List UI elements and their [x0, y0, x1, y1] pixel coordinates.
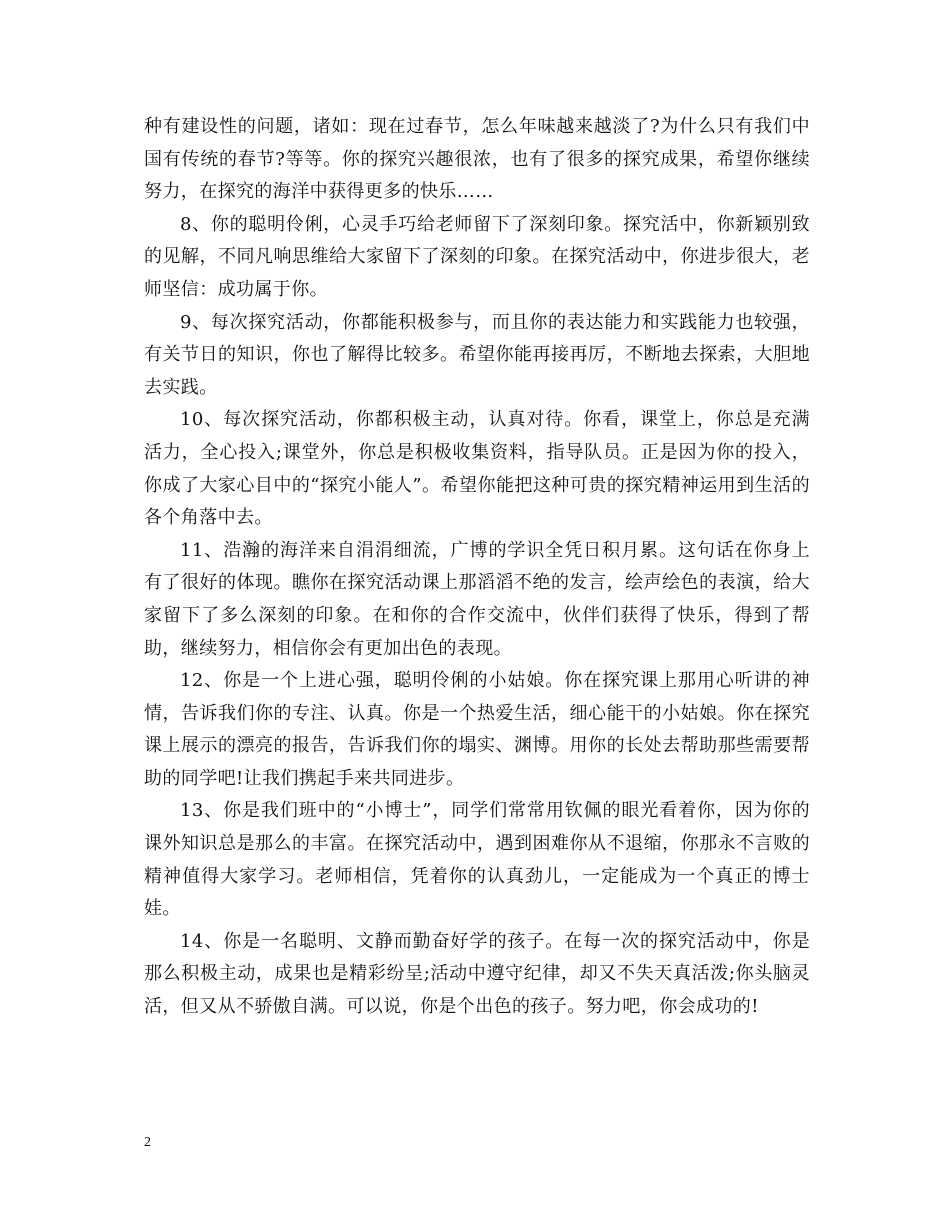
paragraph-comment-9: 9、每次探究活动，你都能积极参与，而且你的表达能力和实践能力也较强，有关节日的知识，你也了解得比较多。希望你能再接再厉，不断地去探索，大胆地去实践。 — [144, 311, 810, 398]
page-number: 2 — [144, 1135, 151, 1150]
paragraph-comment-11: 11、浩瀚的海洋来自涓涓细流，广博的学识全凭日积月累。这句话在你身上有了很好的体现。瞧你在探究活动课上那滔滔不绝的发言，绘声绘色的表演，给大家留下了多么深刻的印象。在和你的合作交流中，伙伴们获得了快乐，得到了帮助，继续努力，相信你会有更加出色的表现。 — [144, 539, 810, 659]
paragraph-comment-8: 8、你的聪明伶俐，心灵手巧给老师留下了深刻印象。探究活中，你新颖别致的见解，不同凡响思维给大家留下了深刻的印象。在探究活动中，你进步很大，老师坚信：成功属于你。 — [144, 213, 810, 300]
paragraph-comment-12: 12、你是一个上进心强，聪明伶俐的小姑娘。你在探究课上那用心听讲的神情，告诉我们你的专注、认真。你是一个热爱生活，细心能干的小姑娘。你在探究课上展示的漂亮的报告，告诉我们你的塌实、渊博。用你的长处去帮助那些需要帮助的同学吧!让我们携起手来共同进步。 — [144, 670, 810, 789]
paragraph-continuation: 种有建设性的问题，诸如：现在过春节，怎么年味越来越淡了?为什么只有我们中国有传统的春节?等等。你的探究兴趣很浓，也有了很多的探究成果，希望你继续努力，在探究的海洋中获得更多的快乐…… — [144, 116, 810, 203]
document-body — [144, 111, 810, 1024]
paragraph-comment-14: 14、你是一名聪明、文静而勤奋好学的孩子。在每一次的探究活动中，你是那么积极主动，成果也是精彩纷呈;活动中遵守纪律，却又不失天真活泼;你头脑灵活，但又从不骄傲自满。可以说，你是个出色的孩子。努力吧，你会成功的! — [144, 930, 810, 1018]
paragraph-comment-13: 13、你是我们班中的“小博士”，同学们常常用钦佩的眼光看着你，因为你的课外知识总是那么的丰富。在探究活动中，遇到困难你从不退缩，你那永不言败的精神值得大家学习。老师相信，凭着你的认真劲儿，一定能成为一个真正的博士娃。 — [144, 800, 810, 920]
paragraph-comment-10: 10、每次探究活动，你都积极主动，认真对待。你看，课堂上，你总是充满活力，全心投入;课堂外，你总是积极收集资料，指导队员。正是因为你的投入，你成了大家心目中的“探究小能人”。希望你能把这种可贵的探究精神运用到生活的各个角落中去。 — [144, 409, 810, 529]
